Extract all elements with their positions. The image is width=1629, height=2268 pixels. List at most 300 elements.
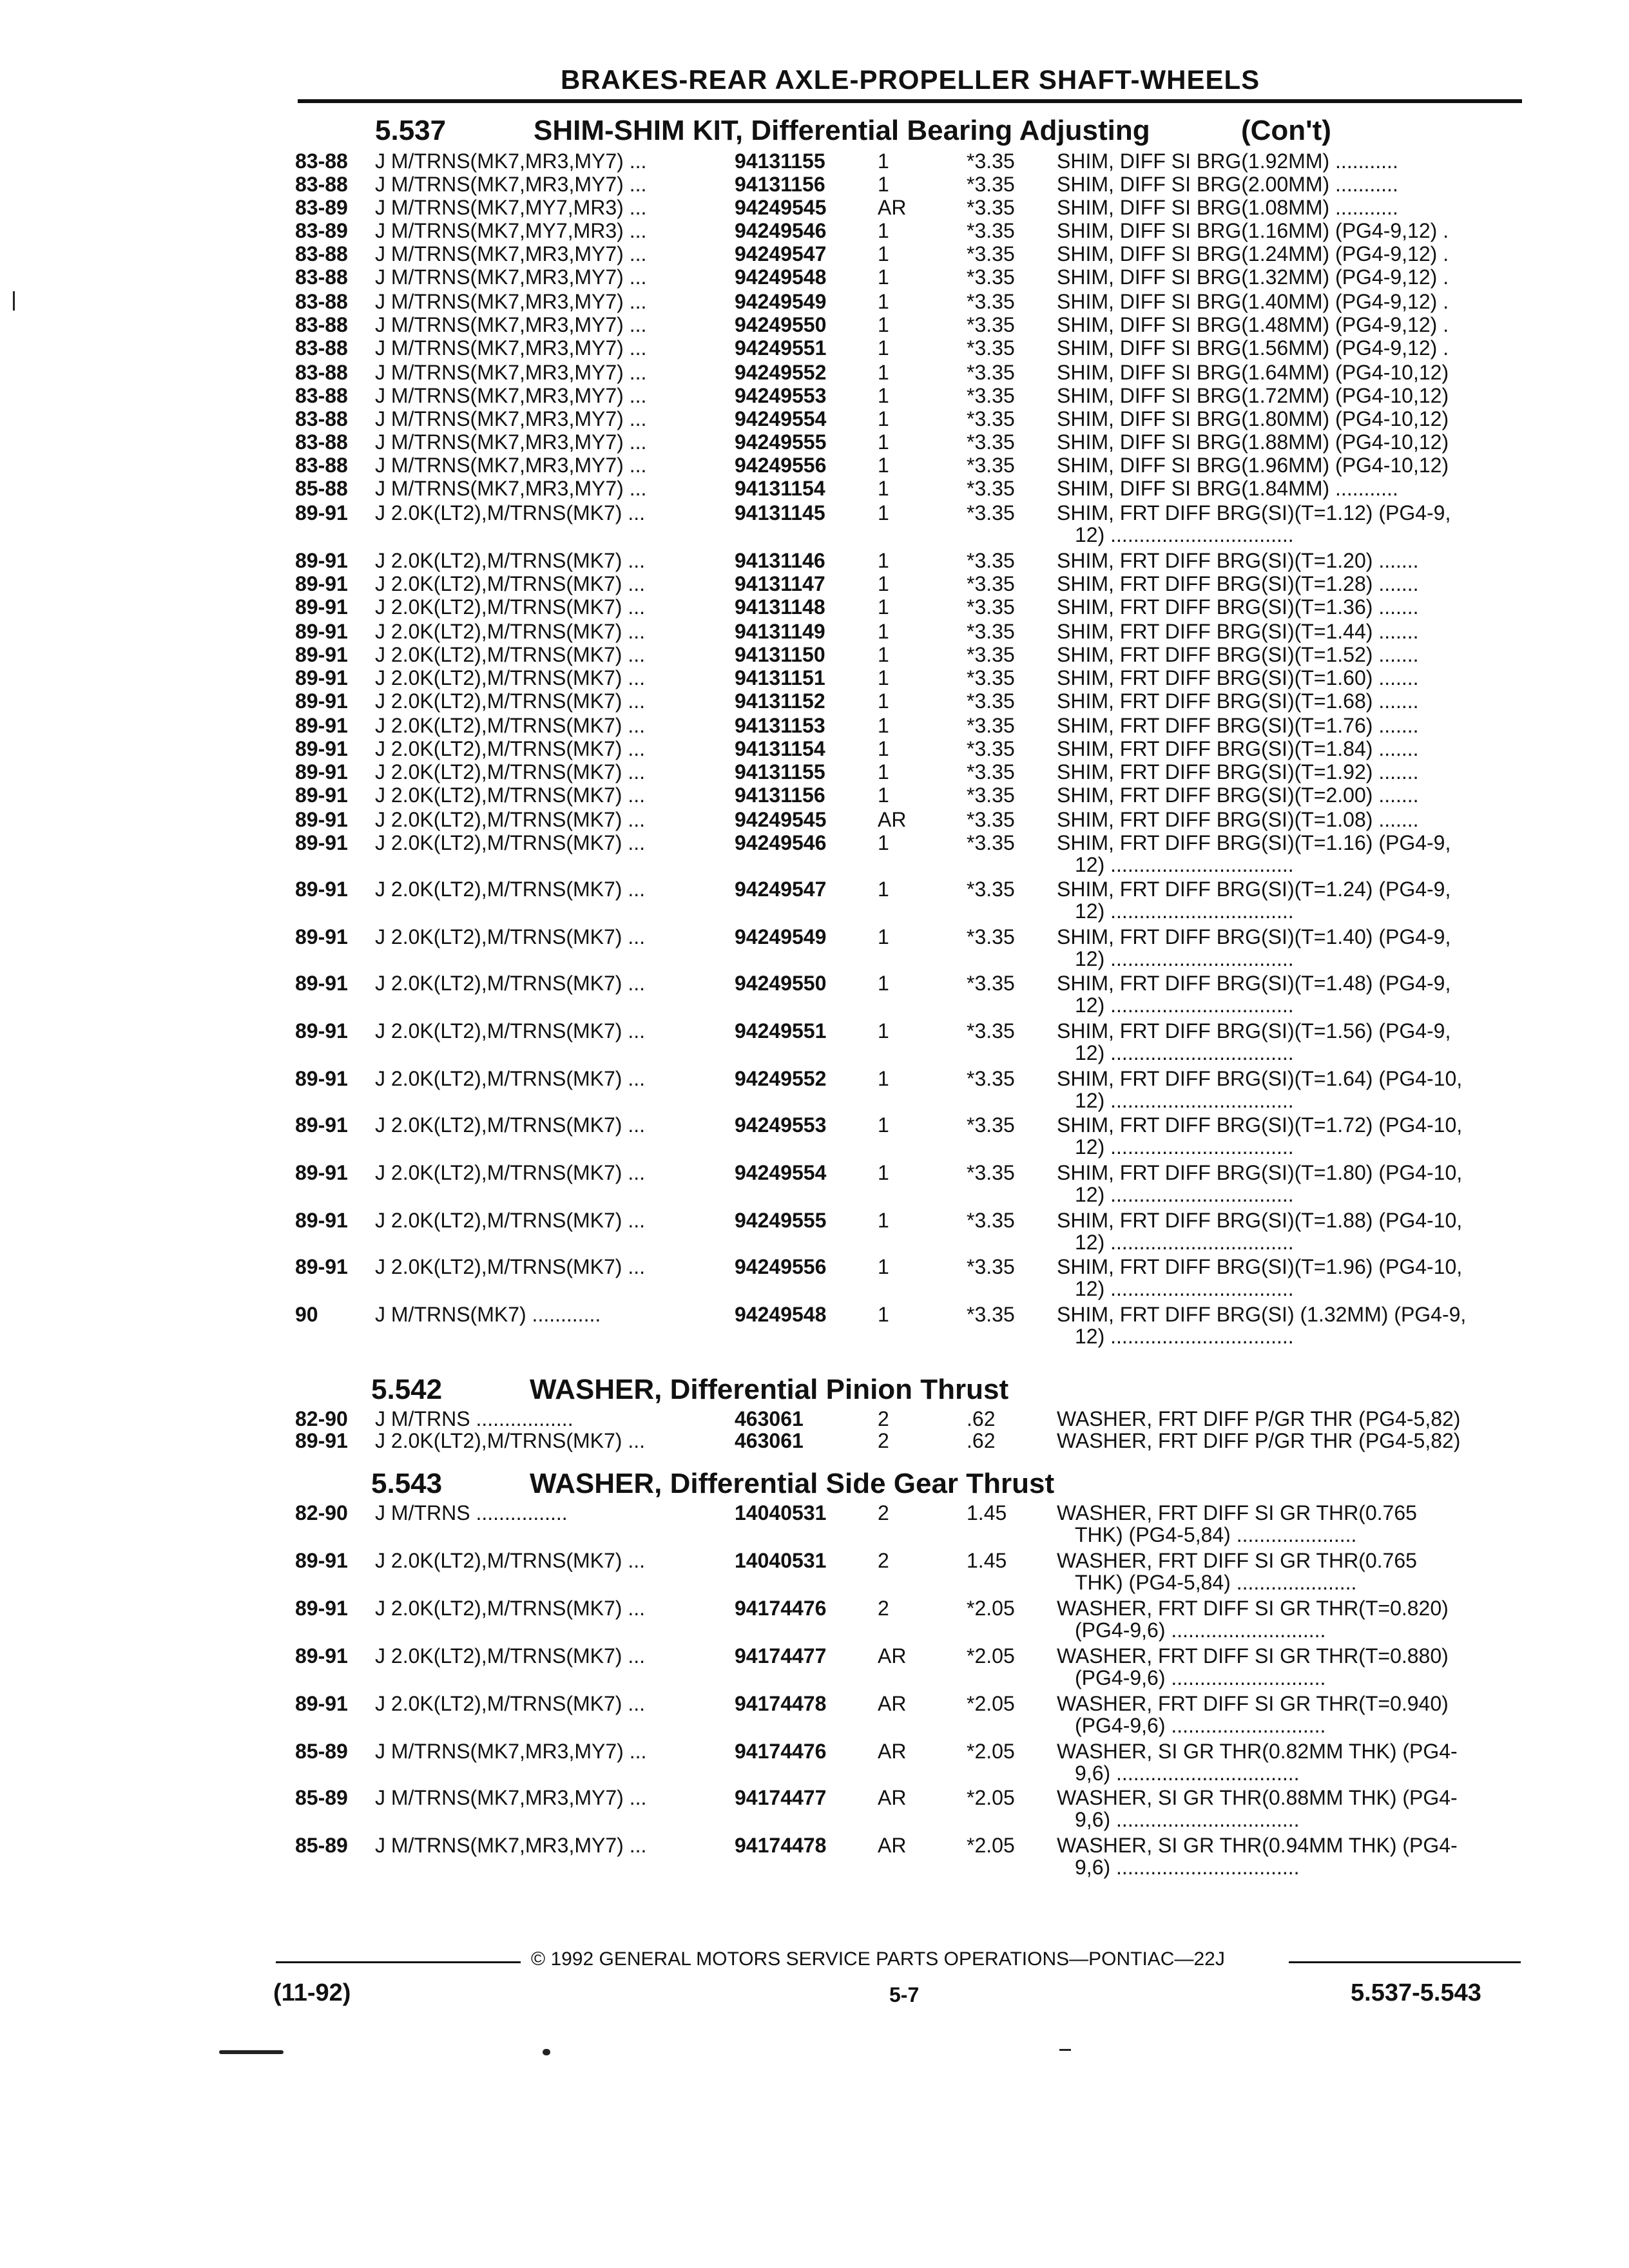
model-years: 89-91 (295, 689, 348, 713)
application: J 2.0K(LT2),M/TRNS(MK7) ... (375, 1067, 646, 1090)
quantity: 1 (878, 714, 889, 737)
application: J 2.0K(LT2),M/TRNS(MK7) ... (375, 1429, 646, 1452)
price: *3.35 (967, 361, 1015, 384)
application: J M/TRNS(MK7,MR3,MY7) ... (375, 361, 647, 384)
model-years: 89-91 (295, 925, 348, 948)
header-rule (298, 99, 1522, 103)
part-number: 94131147 (735, 572, 825, 595)
description-continuation: 9,6) ................................ (1075, 1762, 1300, 1785)
section-number: 5.543 (371, 1468, 443, 1499)
application: J M/TRNS(MK7,MR3,MY7) ... (375, 1834, 647, 1857)
application: J M/TRNS(MK7,MR3,MY7) ... (375, 1740, 647, 1763)
description-continuation: (PG4-9,6) ........................... (1075, 1666, 1326, 1689)
section-title: WASHER, Differential Pinion Thrust (530, 1374, 1009, 1405)
description-continuation: THK) (PG4-5,84) ..................... (1075, 1523, 1357, 1546)
quantity: 1 (878, 1303, 889, 1326)
price: *3.35 (967, 878, 1015, 901)
application: J 2.0K(LT2),M/TRNS(MK7) ... (375, 1597, 646, 1620)
model-years: 89-91 (295, 972, 348, 995)
quantity: 1 (878, 783, 889, 807)
description: WASHER, SI GR THR(0.94MM THK) (PG4- (1057, 1834, 1458, 1857)
description: SHIM, DIFF SI BRG(1.56MM) (PG4-9,12) . (1057, 336, 1449, 360)
quantity: 1 (878, 643, 889, 666)
description: SHIM, FRT DIFF BRG(SI) (1.32MM) (PG4-9, (1057, 1303, 1467, 1326)
price: *3.35 (967, 972, 1015, 995)
description: SHIM, FRT DIFF BRG(SI)(T=2.00) ....... (1057, 783, 1419, 807)
application: J M/TRNS(MK7,MR3,MY7) ... (375, 290, 647, 313)
model-years: 89-91 (295, 1067, 348, 1090)
application: J 2.0K(LT2),M/TRNS(MK7) ... (375, 572, 646, 595)
quantity: 2 (878, 1429, 889, 1452)
price: *3.35 (967, 407, 1015, 430)
model-years: 83-88 (295, 313, 348, 336)
application: J 2.0K(LT2),M/TRNS(MK7) ... (375, 878, 646, 901)
application: J 2.0K(LT2),M/TRNS(MK7) ... (375, 1644, 646, 1667)
model-years: 90 (295, 1303, 318, 1326)
description: WASHER, FRT DIFF SI GR THR(T=0.880) (1057, 1644, 1449, 1667)
footer-rule-left (276, 1961, 521, 1963)
price: *3.35 (967, 620, 1015, 643)
part-number: 94249546 (735, 219, 827, 242)
application: J 2.0K(LT2),M/TRNS(MK7) ... (375, 689, 646, 713)
quantity: 2 (878, 1501, 889, 1524)
application: J 2.0K(LT2),M/TRNS(MK7) ... (375, 666, 646, 689)
model-years: 83-89 (295, 219, 348, 242)
part-number: 94249547 (735, 878, 827, 901)
model-years: 89-91 (295, 1255, 348, 1278)
quantity: 1 (878, 760, 889, 783)
application: J 2.0K(LT2),M/TRNS(MK7) ... (375, 737, 646, 760)
price: *3.35 (967, 714, 1015, 737)
description: WASHER, FRT DIFF SI GR THR(0.765 (1057, 1549, 1417, 1572)
description-continuation: (PG4-9,6) ........................... (1075, 1619, 1326, 1642)
application: J M/TRNS(MK7,MY7,MR3) ... (375, 196, 647, 219)
price: 1.45 (967, 1501, 1007, 1524)
part-number: 94249553 (735, 384, 827, 407)
description: SHIM, FRT DIFF BRG(SI)(T=1.44) ....... (1057, 620, 1419, 643)
price: *3.35 (967, 313, 1015, 336)
description-continuation: 12) ................................ (1075, 1277, 1294, 1300)
application: J M/TRNS(MK7,MR3,MY7) ... (375, 384, 647, 407)
quantity: AR (878, 1834, 907, 1857)
description-continuation: 12) ................................ (1075, 1135, 1294, 1158)
description-continuation: 9,6) ................................ (1075, 1808, 1300, 1831)
quantity: 1 (878, 1209, 889, 1232)
description: SHIM, DIFF SI BRG(1.48MM) (PG4-9,12) . (1057, 313, 1449, 336)
part-number: 94249552 (735, 361, 827, 384)
price: *2.05 (967, 1834, 1015, 1857)
part-number: 94249551 (735, 1019, 827, 1043)
description: SHIM, FRT DIFF BRG(SI)(T=1.84) ....... (1057, 737, 1419, 760)
part-number: 94174476 (735, 1740, 827, 1763)
model-years: 89-91 (295, 666, 348, 689)
description-continuation: 12) ................................ (1075, 1231, 1294, 1254)
model-years: 89-91 (295, 878, 348, 901)
description: SHIM, FRT DIFF BRG(SI)(T=1.92) ....... (1057, 760, 1419, 783)
model-years: 89-91 (295, 572, 348, 595)
description-continuation: 12) ................................ (1075, 994, 1294, 1017)
description-continuation: 12) ................................ (1075, 1041, 1294, 1064)
application: J 2.0K(LT2),M/TRNS(MK7) ... (375, 501, 646, 524)
application: J 2.0K(LT2),M/TRNS(MK7) ... (375, 808, 646, 831)
model-years: 83-88 (295, 173, 348, 196)
description-continuation: 12) ................................ (1075, 899, 1294, 923)
quantity: 1 (878, 173, 889, 196)
application: J M/TRNS(MK7,MR3,MY7) ... (375, 407, 647, 430)
scan-mark (219, 2050, 284, 2054)
price: *3.35 (967, 572, 1015, 595)
part-number: 94131155 (735, 149, 825, 173)
description: WASHER, SI GR THR(0.82MM THK) (PG4- (1057, 1740, 1458, 1763)
part-number: 94131148 (735, 595, 825, 619)
description: SHIM, FRT DIFF BRG(SI)(T=1.88) (PG4-10, (1057, 1209, 1463, 1232)
quantity: 1 (878, 737, 889, 760)
model-years: 89-91 (295, 501, 348, 524)
quantity: 1 (878, 149, 889, 173)
quantity: 1 (878, 477, 889, 500)
part-number: 94249547 (735, 242, 827, 265)
section-title: SHIM-SHIM KIT, Differential Bearing Adjusting (534, 115, 1150, 146)
model-years: 89-91 (295, 595, 348, 619)
description: SHIM, DIFF SI BRG(1.32MM) (PG4-9,12) . (1057, 265, 1449, 289)
quantity: 1 (878, 572, 889, 595)
model-years: 83-88 (295, 242, 348, 265)
price: *3.35 (967, 384, 1015, 407)
model-years: 89-91 (295, 783, 348, 807)
description: SHIM, FRT DIFF BRG(SI)(T=1.52) ....... (1057, 643, 1419, 666)
description: SHIM, DIFF SI BRG(1.92MM) ........... (1057, 149, 1398, 173)
description: SHIM, FRT DIFF BRG(SI)(T=1.12) (PG4-9, (1057, 501, 1451, 524)
quantity: 1 (878, 336, 889, 360)
price: *3.35 (967, 501, 1015, 524)
price: *3.35 (967, 808, 1015, 831)
part-number: 94249545 (735, 196, 827, 219)
part-number: 463061 (735, 1429, 804, 1452)
section-number: 5.537 (375, 115, 447, 146)
section-number: 5.542 (371, 1374, 443, 1405)
description: SHIM, FRT DIFF BRG(SI)(T=1.24) (PG4-9, (1057, 878, 1451, 901)
quantity: 1 (878, 925, 889, 948)
part-number: 14040531 (735, 1549, 827, 1572)
part-number: 94131152 (735, 689, 825, 713)
model-years: 89-91 (295, 1429, 348, 1452)
application: J M/TRNS(MK7,MR3,MY7) ... (375, 1786, 647, 1809)
description: SHIM, DIFF SI BRG(1.84MM) ........... (1057, 477, 1398, 500)
part-number: 94249552 (735, 1067, 827, 1090)
footer-date: (11-92) (273, 1979, 351, 2006)
quantity: 1 (878, 1019, 889, 1043)
part-number: 94174477 (735, 1644, 827, 1667)
quantity: 1 (878, 219, 889, 242)
description: SHIM, FRT DIFF BRG(SI)(T=1.64) (PG4-10, (1057, 1067, 1463, 1090)
application: J M/TRNS(MK7,MR3,MY7) ... (375, 242, 647, 265)
model-years: 83-88 (295, 407, 348, 430)
quantity: 1 (878, 313, 889, 336)
quantity: 1 (878, 620, 889, 643)
description-continuation: 12) ................................ (1075, 523, 1294, 546)
description-continuation: (PG4-9,6) ........................... (1075, 1714, 1326, 1737)
model-years: 89-91 (295, 1019, 348, 1043)
application: J M/TRNS(MK7,MR3,MY7) ... (375, 430, 647, 454)
application: J M/TRNS(MK7,MR3,MY7) ... (375, 265, 647, 289)
price: *2.05 (967, 1786, 1015, 1809)
description: SHIM, FRT DIFF BRG(SI)(T=1.36) ....... (1057, 595, 1419, 619)
application: J M/TRNS(MK7,MR3,MY7) ... (375, 336, 647, 360)
application: J 2.0K(LT2),M/TRNS(MK7) ... (375, 1113, 646, 1137)
quantity: AR (878, 1692, 907, 1715)
description: SHIM, DIFF SI BRG(1.24MM) (PG4-9,12) . (1057, 242, 1449, 265)
description: SHIM, FRT DIFF BRG(SI)(T=1.80) (PG4-10, (1057, 1161, 1463, 1184)
price: *3.35 (967, 1067, 1015, 1090)
price: *3.35 (967, 760, 1015, 783)
price: *3.35 (967, 336, 1015, 360)
quantity: 1 (878, 878, 889, 901)
quantity: 2 (878, 1597, 889, 1620)
part-number: 94249549 (735, 925, 827, 948)
part-number: 94131154 (735, 477, 825, 500)
model-years: 89-91 (295, 831, 348, 854)
price: .62 (967, 1429, 996, 1452)
model-years: 89-91 (295, 549, 348, 572)
model-years: 89-91 (295, 1644, 348, 1667)
quantity: 1 (878, 972, 889, 995)
application: J M/TRNS(MK7) ............ (375, 1303, 601, 1326)
application: J 2.0K(LT2),M/TRNS(MK7) ... (375, 1692, 646, 1715)
quantity: 1 (878, 290, 889, 313)
model-years: 89-91 (295, 808, 348, 831)
description-continuation: 12) ................................ (1075, 947, 1294, 970)
part-number: 94249551 (735, 336, 827, 360)
part-number: 94249549 (735, 290, 827, 313)
part-number: 14040531 (735, 1501, 827, 1524)
application: J 2.0K(LT2),M/TRNS(MK7) ... (375, 1019, 646, 1043)
application: J 2.0K(LT2),M/TRNS(MK7) ... (375, 831, 646, 854)
quantity: 1 (878, 1255, 889, 1278)
price: *3.35 (967, 242, 1015, 265)
description: WASHER, SI GR THR(0.88MM THK) (PG4- (1057, 1786, 1458, 1809)
quantity: AR (878, 808, 907, 831)
application: J 2.0K(LT2),M/TRNS(MK7) ... (375, 1255, 646, 1278)
description: SHIM, DIFF SI BRG(1.80MM) (PG4-10,12) (1057, 407, 1449, 430)
model-years: 89-91 (295, 1692, 348, 1715)
price: *3.35 (967, 783, 1015, 807)
quantity: 1 (878, 1161, 889, 1184)
description: SHIM, DIFF SI BRG(1.08MM) ........... (1057, 196, 1398, 219)
section-continued: (Con't) (1241, 115, 1331, 146)
part-number: 94131153 (735, 714, 825, 737)
part-number: 94249548 (735, 265, 827, 289)
description: WASHER, FRT DIFF SI GR THR(T=0.940) (1057, 1692, 1449, 1715)
model-years: 82-90 (295, 1501, 348, 1524)
part-number: 94131149 (735, 620, 825, 643)
quantity: 1 (878, 242, 889, 265)
price: *3.35 (967, 643, 1015, 666)
quantity: AR (878, 196, 907, 219)
part-number: 94131155 (735, 760, 825, 783)
description-continuation: THK) (PG4-5,84) ..................... (1075, 1571, 1357, 1594)
description: SHIM, DIFF SI BRG(1.72MM) (PG4-10,12) (1057, 384, 1449, 407)
quantity: 2 (878, 1549, 889, 1572)
part-number: 94131151 (735, 666, 825, 689)
model-years: 89-91 (295, 1113, 348, 1137)
quantity: AR (878, 1740, 907, 1763)
quantity: AR (878, 1644, 907, 1667)
quantity: 1 (878, 454, 889, 477)
application: J 2.0K(LT2),M/TRNS(MK7) ... (375, 1209, 646, 1232)
price: *3.35 (967, 454, 1015, 477)
section-title: WASHER, Differential Side Gear Thrust (530, 1468, 1055, 1499)
part-number: 94249555 (735, 1209, 827, 1232)
price: *3.35 (967, 549, 1015, 572)
description: WASHER, FRT DIFF P/GR THR (PG4-5,82) (1057, 1429, 1461, 1452)
price: *2.05 (967, 1740, 1015, 1763)
price: *3.35 (967, 1303, 1015, 1326)
description-continuation: 9,6) ................................ (1075, 1856, 1300, 1879)
quantity: 1 (878, 265, 889, 289)
scan-mark (1059, 2049, 1071, 2051)
model-years: 83-88 (295, 290, 348, 313)
description: SHIM, DIFF SI BRG(1.96MM) (PG4-10,12) (1057, 454, 1449, 477)
price: *3.35 (967, 290, 1015, 313)
part-number: 94131146 (735, 549, 825, 572)
price: *3.35 (967, 1161, 1015, 1184)
description: SHIM, DIFF SI BRG(1.16MM) (PG4-9,12) . (1057, 219, 1449, 242)
model-years: 82-90 (295, 1407, 348, 1430)
description: WASHER, FRT DIFF P/GR THR (PG4-5,82) (1057, 1407, 1461, 1430)
model-years: 85-89 (295, 1740, 348, 1763)
description: SHIM, DIFF SI BRG(2.00MM) ........... (1057, 173, 1398, 196)
description-continuation: 12) ................................ (1075, 853, 1294, 876)
part-number: 94131154 (735, 737, 825, 760)
part-number: 94174478 (735, 1692, 827, 1715)
model-years: 89-91 (295, 620, 348, 643)
price: 1.45 (967, 1549, 1007, 1572)
description: SHIM, DIFF SI BRG(1.88MM) (PG4-10,12) (1057, 430, 1449, 454)
model-years: 83-89 (295, 196, 348, 219)
model-years: 85-88 (295, 477, 348, 500)
quantity: 1 (878, 689, 889, 713)
price: *3.35 (967, 430, 1015, 454)
price: *3.35 (967, 925, 1015, 948)
part-number: 94131156 (735, 783, 825, 807)
description: SHIM, FRT DIFF BRG(SI)(T=1.76) ....... (1057, 714, 1419, 737)
page-header: BRAKES-REAR AXLE-PROPELLER SHAFT-WHEELS (561, 64, 1260, 95)
application: J 2.0K(LT2),M/TRNS(MK7) ... (375, 1549, 646, 1572)
description: SHIM, DIFF SI BRG(1.40MM) (PG4-9,12) . (1057, 290, 1449, 313)
part-number: 94174477 (735, 1786, 827, 1809)
model-years: 83-88 (295, 361, 348, 384)
part-number: 94249545 (735, 808, 827, 831)
model-years: 83-88 (295, 384, 348, 407)
application: J 2.0K(LT2),M/TRNS(MK7) ... (375, 595, 646, 619)
model-years: 89-91 (295, 1597, 348, 1620)
price: *3.35 (967, 595, 1015, 619)
price: *3.35 (967, 219, 1015, 242)
application: J M/TRNS(MK7,MR3,MY7) ... (375, 173, 647, 196)
quantity: 1 (878, 666, 889, 689)
part-number: 94249554 (735, 407, 827, 430)
model-years: 89-91 (295, 1209, 348, 1232)
part-number: 463061 (735, 1407, 804, 1430)
price: *3.35 (967, 477, 1015, 500)
quantity: 1 (878, 384, 889, 407)
application: J 2.0K(LT2),M/TRNS(MK7) ... (375, 1161, 646, 1184)
quantity: 1 (878, 595, 889, 619)
part-number: 94249556 (735, 1255, 827, 1278)
application: J M/TRNS(MK7,MR3,MY7) ... (375, 149, 647, 173)
price: *3.35 (967, 831, 1015, 854)
price: *3.35 (967, 689, 1015, 713)
model-years: 83-88 (295, 430, 348, 454)
description: WASHER, FRT DIFF SI GR THR(T=0.820) (1057, 1597, 1449, 1620)
description: SHIM, FRT DIFF BRG(SI)(T=1.08) ....... (1057, 808, 1419, 831)
price: *2.05 (967, 1692, 1015, 1715)
quantity: 1 (878, 501, 889, 524)
part-number: 94249548 (735, 1303, 827, 1326)
description: SHIM, FRT DIFF BRG(SI)(T=1.16) (PG4-9, (1057, 831, 1451, 854)
application: J 2.0K(LT2),M/TRNS(MK7) ... (375, 760, 646, 783)
description: SHIM, FRT DIFF BRG(SI)(T=1.72) (PG4-10, (1057, 1113, 1463, 1137)
part-number: 94249550 (735, 313, 827, 336)
application: J 2.0K(LT2),M/TRNS(MK7) ... (375, 643, 646, 666)
application: J M/TRNS(MK7,MR3,MY7) ... (375, 477, 647, 500)
price: *3.35 (967, 1113, 1015, 1137)
application: J M/TRNS(MK7,MR3,MY7) ... (375, 313, 647, 336)
price: *3.35 (967, 1019, 1015, 1043)
application: J M/TRNS(MK7,MR3,MY7) ... (375, 454, 647, 477)
model-years: 89-91 (295, 714, 348, 737)
price: *2.05 (967, 1644, 1015, 1667)
quantity: 2 (878, 1407, 889, 1430)
application: J M/TRNS ................. (375, 1407, 574, 1430)
description: SHIM, FRT DIFF BRG(SI)(T=1.48) (PG4-9, (1057, 972, 1451, 995)
description: SHIM, FRT DIFF BRG(SI)(T=1.96) (PG4-10, (1057, 1255, 1463, 1278)
price: *3.35 (967, 196, 1015, 219)
quantity: 1 (878, 549, 889, 572)
application: J 2.0K(LT2),M/TRNS(MK7) ... (375, 972, 646, 995)
application: J 2.0K(LT2),M/TRNS(MK7) ... (375, 714, 646, 737)
model-years: 89-91 (295, 737, 348, 760)
part-number: 94174476 (735, 1597, 827, 1620)
footer-section-range: 5.537-5.543 (1351, 1979, 1481, 2006)
model-years: 89-91 (295, 643, 348, 666)
model-years: 85-89 (295, 1834, 348, 1857)
application: J M/TRNS ................ (375, 1501, 568, 1524)
model-years: 89-91 (295, 760, 348, 783)
description: SHIM, FRT DIFF BRG(SI)(T=1.68) ....... (1057, 689, 1419, 713)
description: WASHER, FRT DIFF SI GR THR(0.765 (1057, 1501, 1417, 1524)
description-continuation: 12) ................................ (1075, 1183, 1294, 1206)
price: *3.35 (967, 666, 1015, 689)
quantity: 1 (878, 430, 889, 454)
model-years: 89-91 (295, 1161, 348, 1184)
part-number: 94249553 (735, 1113, 827, 1137)
price: *3.35 (967, 1255, 1015, 1278)
quantity: 1 (878, 361, 889, 384)
quantity: 1 (878, 1113, 889, 1137)
model-years: 83-88 (295, 336, 348, 360)
application: J 2.0K(LT2),M/TRNS(MK7) ... (375, 783, 646, 807)
model-years: 85-89 (295, 1786, 348, 1809)
model-years: 89-91 (295, 1549, 348, 1572)
price: *3.35 (967, 1209, 1015, 1232)
price: *3.35 (967, 149, 1015, 173)
part-number: 94131156 (735, 173, 825, 196)
scan-mark (543, 2049, 550, 2055)
price: *3.35 (967, 737, 1015, 760)
footer-page-number: 5-7 (889, 1983, 920, 2006)
application: J M/TRNS(MK7,MY7,MR3) ... (375, 219, 647, 242)
